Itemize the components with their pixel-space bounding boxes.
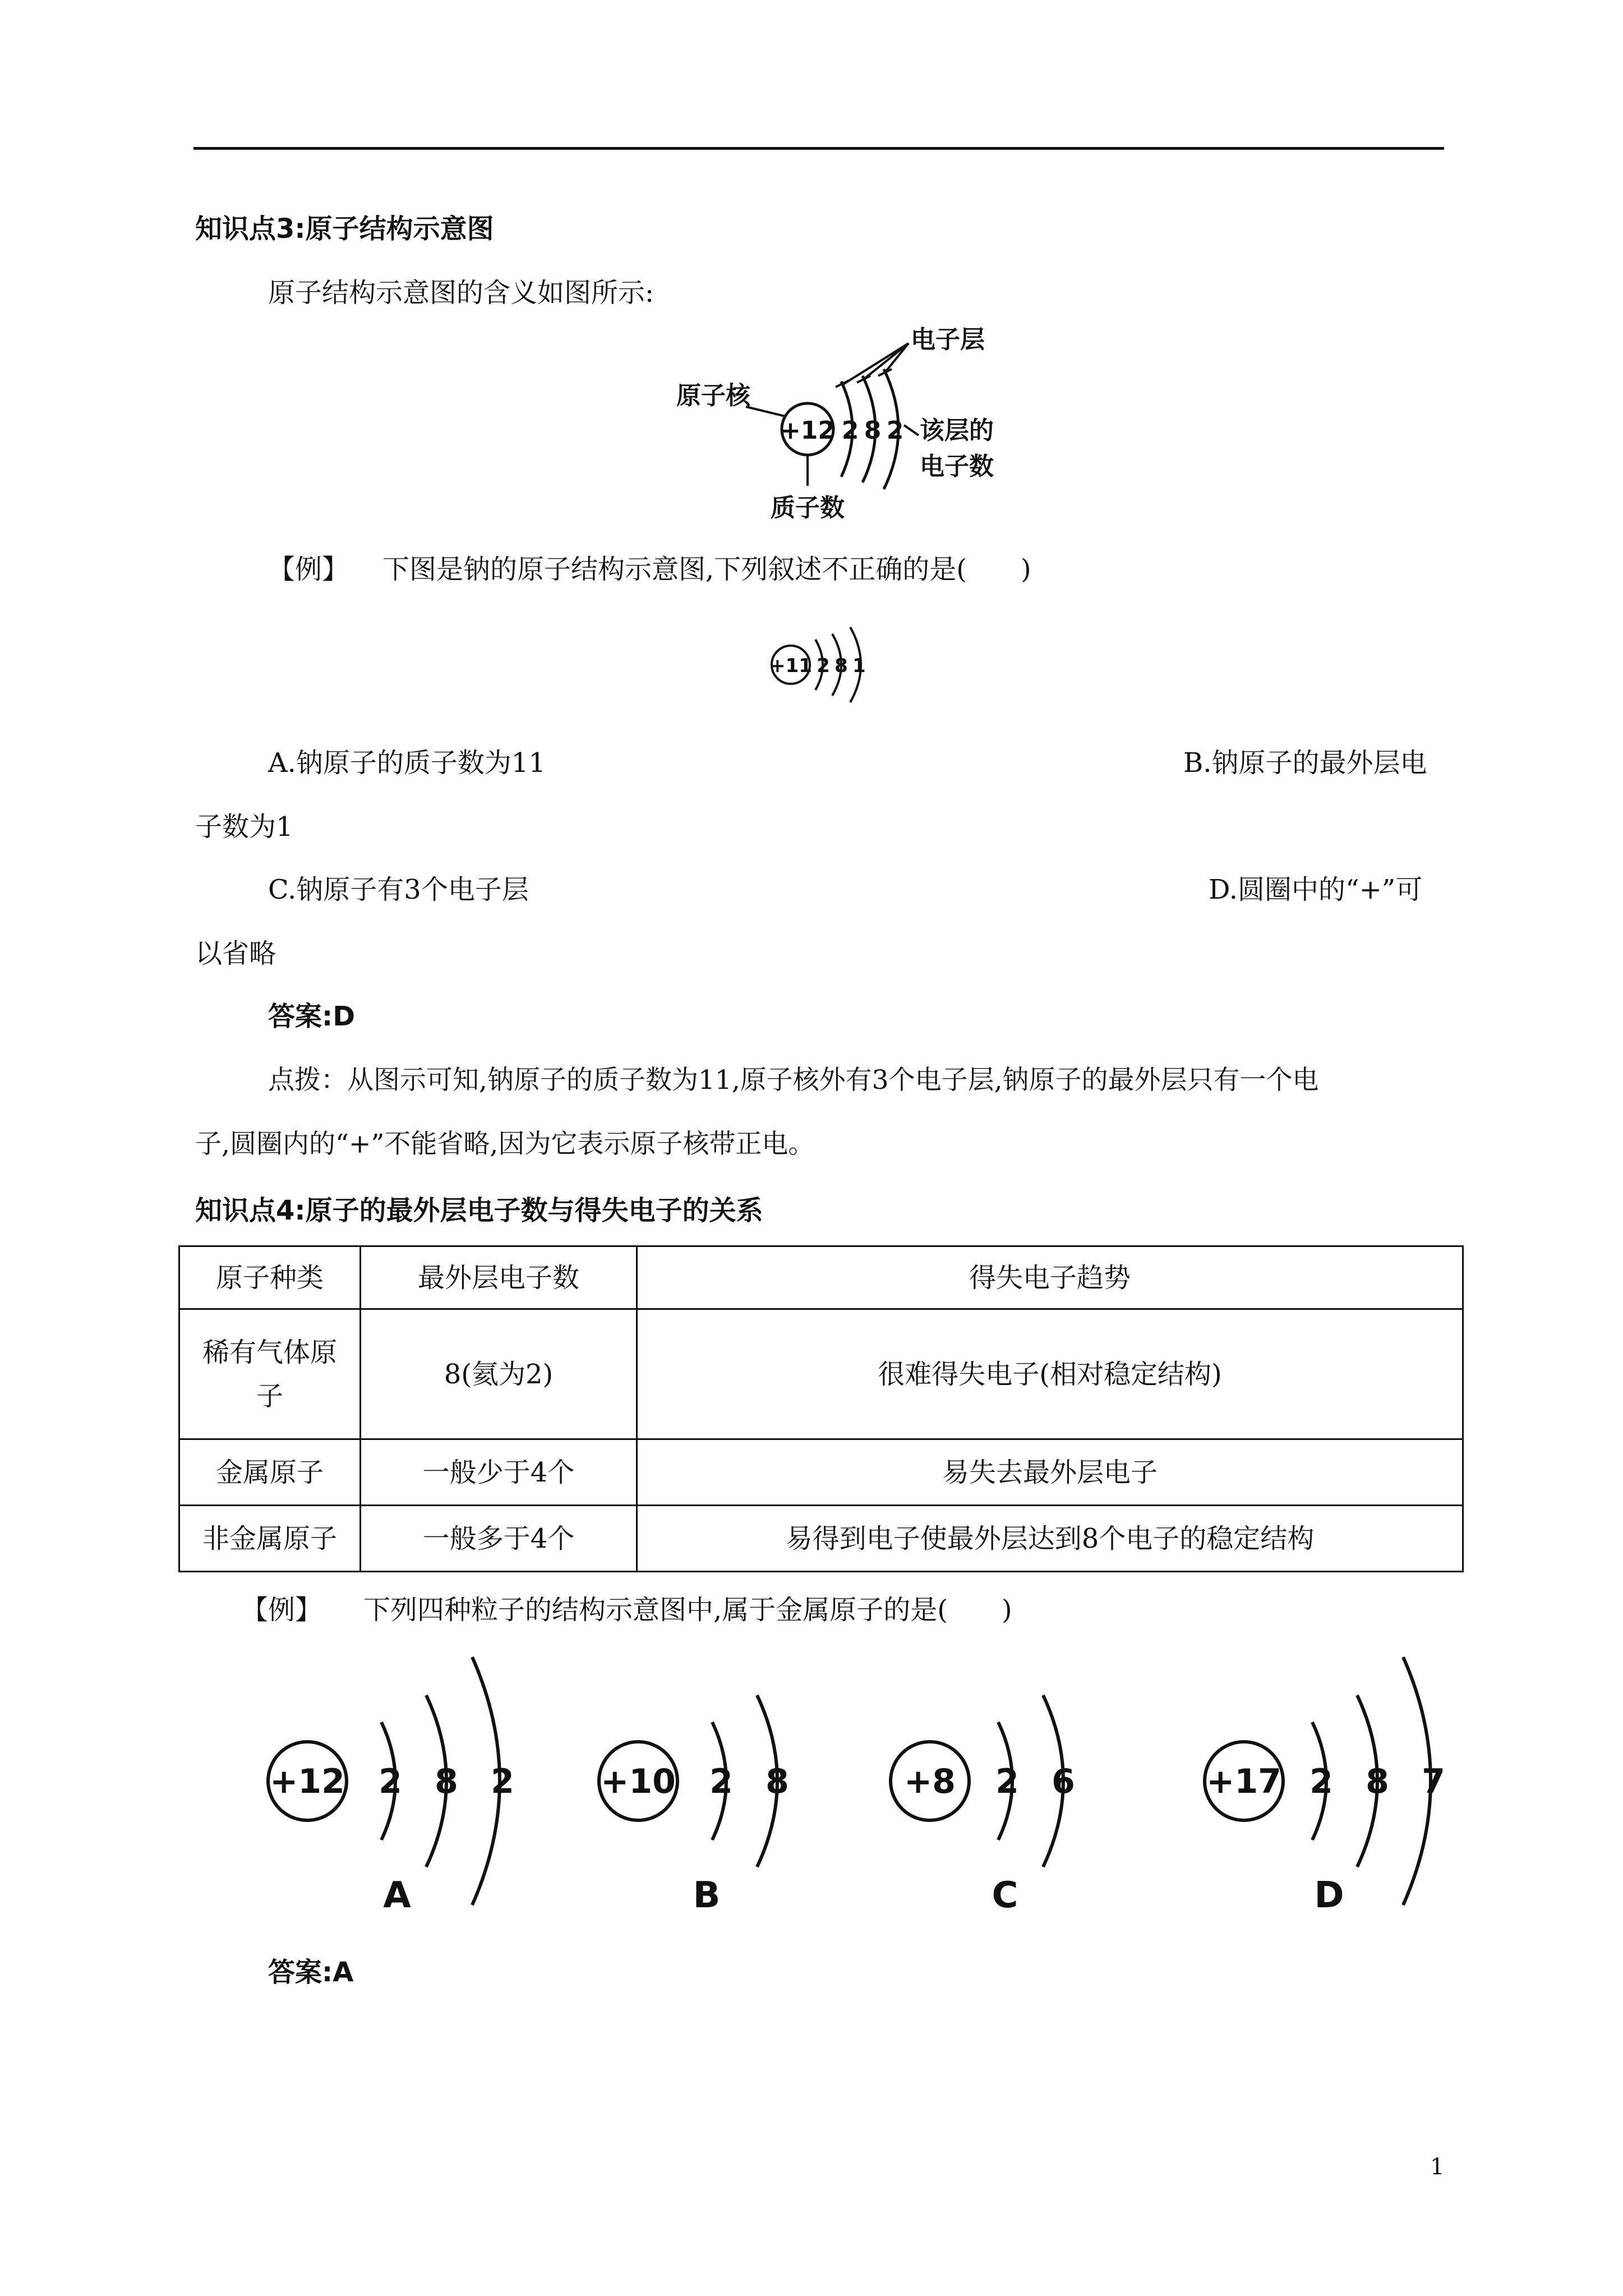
svg-text:2: 2 bbox=[1310, 1762, 1333, 1801]
svg-text:D: D bbox=[1314, 1875, 1344, 1916]
table-cell-line: 子 bbox=[256, 1380, 283, 1412]
count-label-1: 该层的 bbox=[920, 416, 994, 445]
section4-title: 知识点4:原子的最外层电子数与得失电子的关系 bbox=[195, 1195, 763, 1226]
header-rule bbox=[193, 147, 1444, 150]
particle-c-diagram bbox=[880, 1655, 1116, 1924]
particle-a-diagram bbox=[258, 1655, 527, 1924]
example-tag: 【例】 bbox=[268, 554, 349, 585]
svg-text:2: 2 bbox=[491, 1762, 514, 1801]
answer-2: 答案:A bbox=[268, 1957, 354, 1988]
svg-text:+12: +12 bbox=[270, 1762, 345, 1801]
option-d-line2: 以省略 bbox=[195, 938, 276, 969]
sodium-shell1: 2 bbox=[817, 655, 830, 677]
table-row bbox=[179, 1506, 1463, 1572]
particle-b-diagram bbox=[589, 1655, 824, 1924]
option-a: A.钠原子的质子数为11 bbox=[268, 747, 546, 779]
sodium-shell3: 1 bbox=[852, 655, 866, 677]
answer-1: 答案:D bbox=[268, 1001, 356, 1032]
nucleus-label: 原子核 bbox=[676, 381, 750, 410]
page-number: 1 bbox=[1430, 2154, 1445, 2180]
table-cell-line: 稀有气体原 bbox=[202, 1336, 337, 1368]
svg-text:8: 8 bbox=[435, 1762, 458, 1801]
example-question: 下图是钠的原子结构示意图,下列叙述不正确的是( ) bbox=[382, 554, 1031, 585]
count-label-2: 电子数 bbox=[920, 452, 994, 481]
table-header-row bbox=[179, 1246, 1463, 1309]
option-b-line1: B.钠原子的最外层电 bbox=[1183, 747, 1427, 779]
table-cell: 一般多于4个 bbox=[361, 1506, 637, 1572]
table-header-cell: 得失电子趋势 bbox=[637, 1246, 1463, 1309]
option-b-line2: 子数为1 bbox=[195, 811, 293, 843]
table-row bbox=[179, 1439, 1463, 1506]
svg-text:2: 2 bbox=[995, 1762, 1019, 1801]
shell1-electrons: 2 bbox=[841, 416, 859, 445]
shell-label: 电子层 bbox=[911, 325, 985, 354]
particle-d-diagram bbox=[1195, 1655, 1464, 1924]
sodium-diagram bbox=[764, 623, 882, 707]
table-cell: 8(氦为2) bbox=[361, 1309, 637, 1439]
svg-text:B: B bbox=[693, 1875, 721, 1916]
example2-tag: 【例】 bbox=[241, 1594, 322, 1626]
svg-text:+8: +8 bbox=[903, 1762, 956, 1801]
section3-intro: 原子结构示意图的含义如图所示: bbox=[268, 277, 654, 309]
svg-text:+17: +17 bbox=[1206, 1762, 1281, 1801]
tip-line2: 子,圆圈内的“+”不能省略,因为它表示原子核带正电。 bbox=[195, 1129, 815, 1159]
svg-text:7: 7 bbox=[1422, 1762, 1445, 1801]
table-cell: 一般少于4个 bbox=[361, 1439, 637, 1506]
table-cell: 非金属原子 bbox=[179, 1506, 361, 1572]
table-cell: 很难得失电子(相对稳定结构) bbox=[637, 1309, 1463, 1439]
svg-text:C: C bbox=[992, 1875, 1018, 1916]
svg-text:6: 6 bbox=[1052, 1762, 1075, 1801]
shell3-electrons: 2 bbox=[886, 416, 904, 445]
table-cell: 金属原子 bbox=[179, 1439, 361, 1506]
svg-text:+10: +10 bbox=[601, 1762, 676, 1801]
svg-text:2: 2 bbox=[709, 1762, 733, 1801]
table-row bbox=[179, 1309, 1463, 1439]
shell2-electrons: 8 bbox=[864, 416, 882, 445]
table-cell: 易失去最外层电子 bbox=[637, 1439, 1463, 1506]
option-d-line1: D.圆圈中的“+”可 bbox=[1209, 874, 1423, 905]
table-cell: 易得到电子使最外层达到8个电子的稳定结构 bbox=[637, 1506, 1463, 1572]
atomic-structure-diagram bbox=[673, 314, 1021, 533]
svg-text:8: 8 bbox=[1366, 1762, 1389, 1801]
svg-text:2: 2 bbox=[379, 1762, 402, 1801]
table-cell bbox=[179, 1309, 361, 1439]
electron-table bbox=[178, 1245, 1464, 1572]
option-c: C.钠原子有3个电子层 bbox=[268, 874, 529, 905]
table-header-cell: 原子种类 bbox=[179, 1246, 361, 1309]
sodium-charge: +11 bbox=[769, 655, 812, 677]
svg-text:A: A bbox=[383, 1875, 411, 1916]
section3-title: 知识点3:原子结构示意图 bbox=[195, 213, 494, 245]
table-header-cell: 最外层电子数 bbox=[361, 1246, 637, 1309]
proton-label: 质子数 bbox=[771, 494, 845, 522]
nucleus-charge: +12 bbox=[780, 416, 836, 445]
svg-text:8: 8 bbox=[766, 1762, 789, 1801]
sodium-shell2: 8 bbox=[834, 655, 848, 677]
example2-question: 下列四种粒子的结构示意图中,属于金属原子的是( ) bbox=[363, 1594, 1012, 1626]
tip-line1: 点拨：从图示可知,钠原子的质子数为11,原子核外有3个电子层,钠原子的最外层只有一个电 bbox=[268, 1065, 1319, 1096]
